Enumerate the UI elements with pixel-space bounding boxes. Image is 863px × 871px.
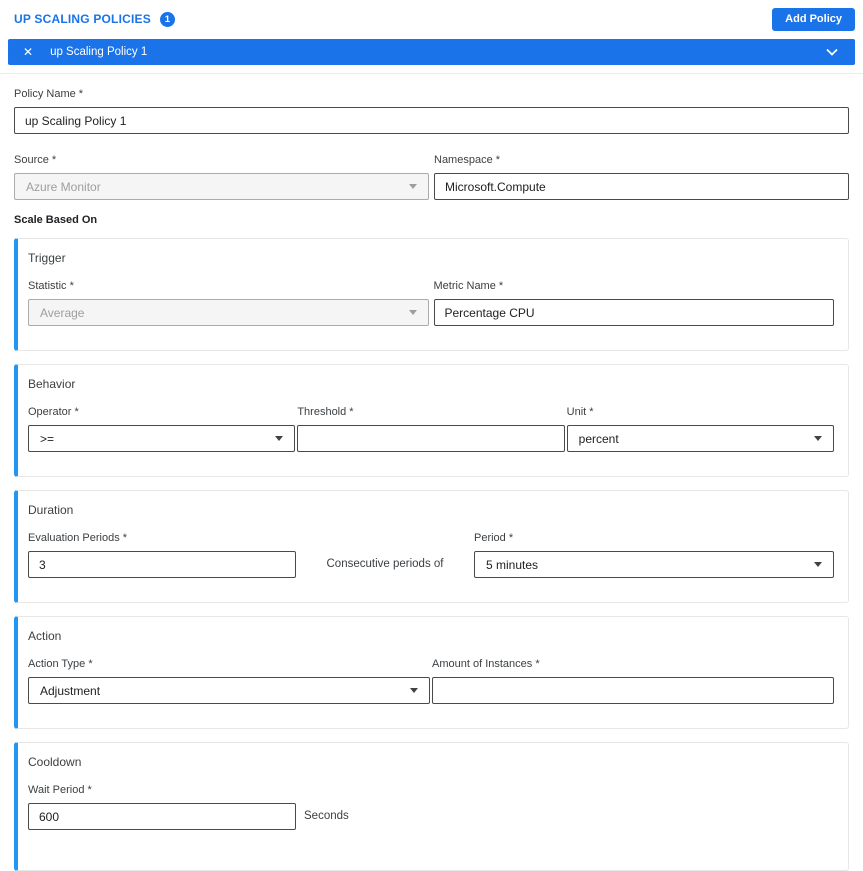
wait-period-label: Wait Period *	[28, 784, 92, 796]
metric-name-field	[434, 280, 835, 326]
duration-fields-row	[28, 532, 834, 578]
statistic-label: Statistic *	[28, 280, 74, 292]
action-card-title: Action	[28, 629, 62, 643]
cooldown-card	[14, 742, 849, 871]
chevron-down-icon	[410, 688, 418, 693]
namespace-label: Namespace *	[434, 154, 501, 166]
cooldown-card-title: Cooldown	[28, 755, 82, 769]
statistic-select	[28, 299, 429, 326]
unit-select-value: percent	[578, 431, 619, 446]
seconds-text: Seconds	[304, 810, 349, 822]
source-label: Source *	[14, 154, 57, 166]
chevron-down-icon[interactable]	[826, 48, 838, 56]
policy-header-bar[interactable]	[8, 39, 855, 65]
threshold-input[interactable]	[297, 425, 564, 452]
wait-period-input[interactable]	[28, 803, 296, 830]
period-label: Period *	[474, 532, 514, 544]
source-select-value: Azure Monitor	[26, 179, 101, 194]
duration-card-title: Duration	[28, 503, 74, 517]
behavior-fields-row	[28, 406, 834, 452]
consecutive-periods-text: Consecutive periods of	[326, 558, 444, 570]
action-type-select-value: Adjustment	[40, 683, 101, 698]
page-title: UP SCALING POLICIES	[14, 12, 151, 26]
source-field	[14, 154, 429, 200]
unit-field	[567, 406, 834, 452]
operator-select[interactable]	[28, 425, 295, 452]
action-type-field	[28, 658, 430, 704]
behavior-card	[14, 364, 849, 477]
source-select	[14, 173, 429, 200]
add-policy-button[interactable]: Add Policy	[772, 8, 855, 31]
policy-name-field	[14, 88, 849, 134]
statistic-select-value: Average	[40, 305, 85, 320]
action-card	[14, 616, 849, 729]
threshold-label: Threshold *	[297, 406, 354, 418]
chevron-down-icon	[814, 562, 822, 567]
policy-name-input[interactable]	[14, 107, 849, 134]
policy-name-label: Policy Name *	[14, 88, 84, 100]
period-select-value: 5 minutes	[486, 557, 539, 572]
policy-bar-title: up Scaling Policy 1	[50, 46, 148, 58]
action-type-label: Action Type *	[28, 658, 93, 670]
evaluation-periods-input[interactable]	[28, 551, 296, 578]
trigger-card	[14, 238, 849, 351]
amount-of-instances-field	[432, 658, 834, 704]
trigger-card-title: Trigger	[28, 251, 66, 265]
statistic-field	[28, 280, 429, 326]
operator-select-value: >=	[40, 431, 55, 446]
threshold-field	[297, 406, 564, 452]
evaluation-periods-field	[28, 532, 296, 578]
period-field	[474, 532, 834, 578]
chevron-down-icon	[409, 184, 417, 189]
operator-label: Operator *	[28, 406, 79, 418]
namespace-field	[434, 154, 849, 200]
scale-based-on-label: Scale Based On	[14, 214, 98, 226]
trigger-fields-row	[28, 280, 834, 326]
period-select[interactable]	[474, 551, 834, 578]
source-namespace-row	[14, 154, 849, 200]
policy-count-badge: 1	[160, 12, 175, 27]
chevron-down-icon	[409, 310, 417, 315]
unit-label: Unit *	[566, 406, 594, 418]
page-title-group	[14, 12, 175, 27]
chevron-down-icon	[275, 436, 283, 441]
action-fields-row	[28, 658, 834, 704]
action-type-select[interactable]	[28, 677, 430, 704]
cooldown-fields-row	[28, 784, 834, 830]
close-icon[interactable]: ✕	[23, 45, 34, 59]
evaluation-periods-label: Evaluation Periods *	[28, 532, 128, 544]
amount-of-instances-label: Amount of Instances *	[432, 658, 540, 670]
chevron-down-icon	[814, 436, 822, 441]
namespace-input[interactable]	[434, 173, 849, 200]
metric-name-input[interactable]	[434, 299, 835, 326]
unit-select[interactable]	[567, 425, 834, 452]
wait-period-field	[28, 784, 296, 830]
operator-field	[28, 406, 295, 452]
duration-card	[14, 490, 849, 603]
policy-form	[0, 74, 863, 871]
metric-name-label: Metric Name *	[433, 280, 504, 292]
page-header	[0, 0, 863, 32]
behavior-card-title: Behavior	[28, 377, 76, 391]
amount-of-instances-input[interactable]	[432, 677, 834, 704]
